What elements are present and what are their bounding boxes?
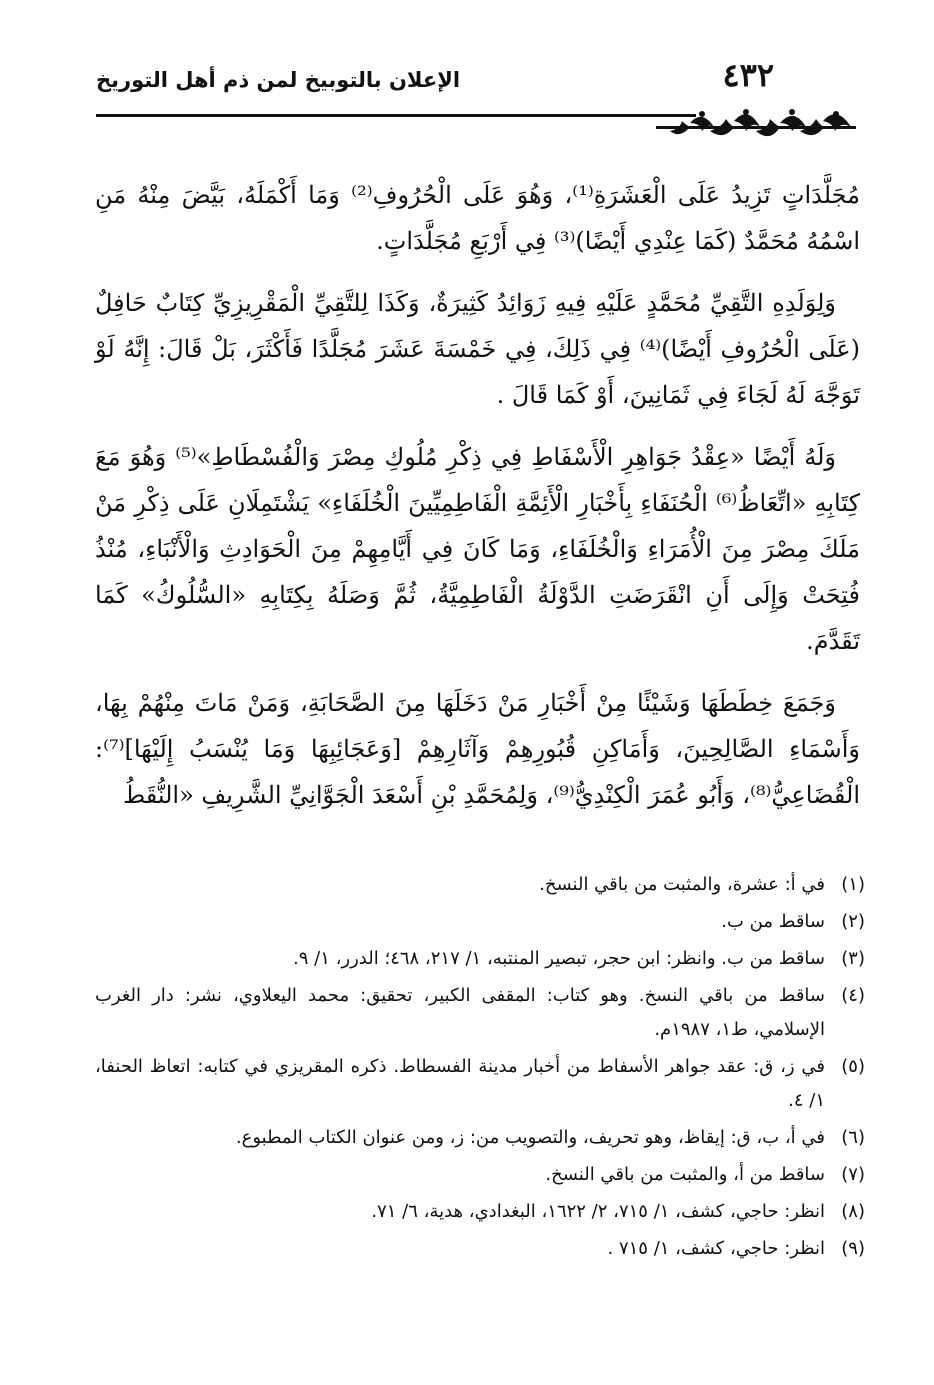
- footnote-number: (٧): [841, 1164, 865, 1185]
- footnote-number: (٨): [841, 1201, 865, 1222]
- footnote-text: في أ، ب، ق: إيقاظ، وهو تحريف، والتصويب من: ز، ومن عنوان الكتاب المطبوع.: [235, 1127, 825, 1148]
- footnote-text: في أ: عشرة، والمثبت من باقي النسخ.: [539, 874, 825, 895]
- footnote: [95, 905, 865, 939]
- floral-ornament-icon: [656, 96, 856, 146]
- footnote-number: (٩): [841, 1238, 865, 1259]
- running-title: الإعلان بالتوبيخ لمن ذم أهل التوريخ: [96, 68, 461, 92]
- page-number: ٤٣٢: [722, 56, 774, 94]
- paragraph: مُجَلَّدَاتٍ تَزِيدُ عَلَى الْعَشَرَةِ⁽¹⁾، وَهُوَ عَلَى الْحُرُوفِ⁽²⁾ وَمَا أَكْمَلَهُ، بَيَّضَ مِنْهُ مَنِ اسْمُهُ مُحَمَّدٌ (كَمَا عِنْدِي أَيْضًا)⁽³⁾ فِي أَرْبَعِ مُجَلَّدَاتٍ.: [95, 181, 861, 255]
- page-header: [96, 56, 856, 126]
- paragraph: وَلِوَلَدِهِ التَّقِيِّ مُحَمَّدٍ عَلَيْهِ فِيهِ زَوَائِدُ كَثِيرَةٌ، وَكَذَا لِلتَّقِيِّ الْمَقْرِيزِيِّ كِتَابٌ حَافِلٌ (عَلَى الْحُرُوفِ أَيْضًا)⁽⁴⁾ فِي ذَلِكَ، فِي خَمْسَةَ عَشَرَ مُجَلَّدًا فَأَكْثَرَ، بَلْ قَالَ: إِنَّهُ لَوْ تَوَجَّهَ لَهُ لَجَاءَ فِي ثَمَانِينَ، أَوْ كَمَا قَالَ .: [95, 289, 860, 409]
- footnote: [95, 1158, 865, 1192]
- footnote-text: ساقط من باقي النسخ. وهو كتاب: المقفى الكبير، تحقيق: محمد اليعلاوي، نشر: دار الغرب الإسلامي، ط١، ١٩٨٧م.: [95, 985, 825, 1040]
- main-text: [95, 172, 860, 834]
- footnote: [95, 1195, 865, 1229]
- footnote: [95, 1121, 865, 1155]
- footnote: [95, 942, 865, 976]
- footnote: [95, 979, 865, 1047]
- footnote-number: (١): [841, 874, 865, 895]
- header-rule: [96, 114, 696, 117]
- footnote-text: انظر: حاجي، كشف، ١/ ٧١٥، ٢/ ١٦٢٢، البغدادي، هدية، ٦/ ٧١.: [371, 1201, 825, 1222]
- footnote-text: ساقط من ب.: [721, 911, 825, 932]
- footnote-number: (٦): [841, 1127, 865, 1148]
- footnotes: [95, 868, 865, 1269]
- footnote-text: في ز، ق: عقد جواهر الأسفاط من أخبار مدينة الفسطاط. ذكره المقريزي في كتابه: اتعاظ الحنفا، ١/ ٤.: [95, 1056, 825, 1111]
- footnote-number: (٤): [841, 985, 865, 1006]
- footnote-number: (٥): [841, 1056, 865, 1077]
- footnote-text: انظر: حاجي، كشف، ١/ ٧١٥ .: [607, 1238, 825, 1259]
- footnote-number: (٢): [841, 911, 865, 932]
- footnote: [95, 868, 865, 902]
- footnote-number: (٣): [841, 948, 865, 969]
- footnote-text: ساقط من أ، والمثبت من باقي النسخ.: [545, 1164, 825, 1185]
- footnote: [95, 1232, 865, 1266]
- paragraph: وَلَهُ أَيْضًا «عِقْدُ جَوَاهِرِ الْأَسْفَاطِ فِي ذِكْرِ مُلُوكِ مِصْرَ وَالْفُسْطَاطِ»⁽⁵⁾ وَهُوَ مَعَ كِتَابِهِ «اتِّعَاظُ⁽⁶⁾ الْحُنَفَاءِ بِأَخْبَارِ الْأَئِمَّةِ الْفَاطِمِيِّينَ الْخُلَفَاءِ» يَشْتَمِلَانِ عَلَى ذِكْرِ مَنْ مَلَكَ مِصْرَ مِنَ الْأُمَرَاءِ وَالْخُلَفَاءِ، وَمَا كَانَ فِي أَيَّامِهِمْ مِنَ الْحَوَادِثِ وَالْأَنْبَاءِ، مُنْذُ فُتِحَتْ وَإِلَى أَنِ انْقَرَضَتِ الدَّوْلَةُ الْفَاطِمِيَّةُ، ثُمَّ وَصَلَهُ بِكِتَابِهِ «السُّلُوكُ» كَمَا تَقَدَّمَ.: [95, 443, 860, 655]
- paragraph: وَجَمَعَ خِطَطَهَا وَشَيْئًا مِنْ أَخْبَارِ مَنْ دَخَلَهَا مِنَ الصَّحَابَةِ، وَمَنْ مَاتَ مِنْهُمْ بِهَا، وَأَسْمَاءِ الصَّالِحِينَ، وَأَمَاكِنِ قُبُورِهِمْ وَآثَارِهِمْ [وَعَجَائِبِهَا وَمَا يُنْسَبُ إِلَيْهَا]⁽⁷⁾: الْقُضَاعِيُّ⁽⁸⁾، وَأَبُو عُمَرَ الْكِنْدِيُّ⁽⁹⁾، وَلِمُحَمَّدِ بْنِ أَسْعَدَ الْجَوَّانِيِّ الشَّرِيفِ «النُّقَطُ: [95, 689, 860, 809]
- footnote: [95, 1050, 865, 1118]
- footnote-text: ساقط من ب. وانظر: ابن حجر، تبصير المنتبه، ١/ ٢١٧، ٤٦٨؛ الدرر، ١/ ٩.: [293, 948, 825, 969]
